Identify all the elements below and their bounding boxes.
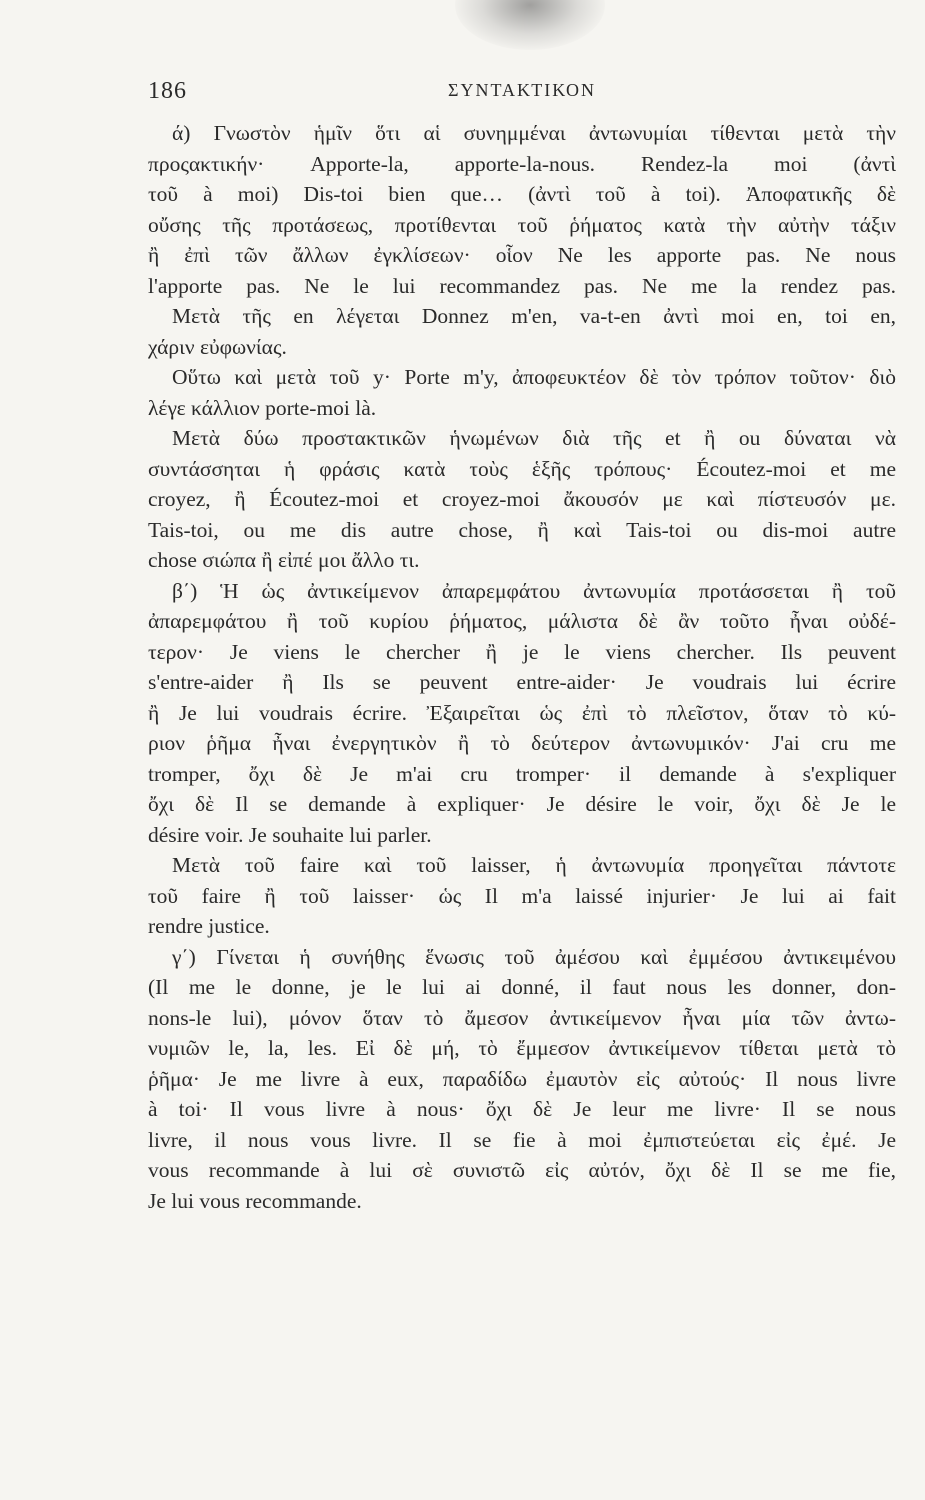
text-line: croyez, ἢ Écoutez-moi et croyez-moi ἄκουσόν με καὶ πίστευσόν με. <box>148 487 896 511</box>
text-line: λέγε κάλλιον porte-moi là. <box>148 395 377 420</box>
text-line: τοῦ faire ἢ τοῦ laisser· ὡς Il m'a laissé injurier· Je lui ai fait <box>148 883 896 908</box>
text-line: ριον ῥῆμα ἦναι ἐνεργητικὸν ἢ τὸ δεύτερον ἀντωνυμικόν· J'ai cru me <box>148 731 896 755</box>
text-line: ὄχι δὲ Il se demande à expliquer· Je désire le voir, ὄχι δὲ Je le <box>148 792 896 816</box>
text-line: τοῦ à moi) Dis-toi bien que… (ἀντὶ τοῦ à toi). Ἀποφατικῆς δὲ <box>148 182 896 206</box>
ink-smudge <box>455 0 605 50</box>
text-line: désire voir. Je souhaite lui parler. <box>148 822 432 847</box>
text-line: tromper, ὄχι δὲ Je m'ai cru tromper· il demande à s'expliquer <box>148 761 896 786</box>
text-line: chose σιώπα ἢ εἰπέ μοι ἄλλο τι. <box>148 548 420 572</box>
text-line: ἀπαρεμφάτου ἢ τοῦ κυρίου ῥήματος, μάλιστα δὲ ἂν τοῦτο ἦναι οὐδέ- <box>148 609 896 633</box>
running-title: ΣΥΝΤΑΚΤΙΚΟΝ <box>448 80 596 100</box>
body-text <box>148 118 896 1216</box>
text-line: ῥῆμα· Je me livre à eux, παραδίδω ἐμαυτὸν εἰς αὐτούς· Il nous livre <box>148 1066 896 1091</box>
text-line: livre, il nous vous livre. Il se fie à moi ἐμπιστεύεται εἰς ἐμέ. Je <box>148 1127 896 1152</box>
text-line: β΄) Ἡ ὡς ἀντικείμενον ἀπαρεμφάτου ἀντωνυμία προτάσσεται ἢ τοῦ <box>172 578 896 603</box>
page-header <box>148 78 896 112</box>
text-line: Μετὰ τῆς en λέγεται Donnez m'en, va-t-en ἀντὶ moi en, toi en, <box>172 304 896 328</box>
text-line: Tais-toi, ou me dis autre chose, ἢ καὶ Tais-toi ou dis-moi autre <box>148 517 896 542</box>
page-number: 186 <box>148 78 187 104</box>
text-line: νυμιῶν le, la, les. Εἰ δὲ μή, τὸ ἔμμεσον ἀντικείμενον τίθεται μετὰ τὸ <box>148 1036 896 1060</box>
text-line: συντάσσηται ἡ φράσις κατὰ τοὺς ἑξῆς τρόπους· Écoutez-moi et me <box>148 456 896 481</box>
text-line: s'entre-aider ἢ Ils se peuvent entre-aider· Je voudrais lui écrire <box>148 670 896 694</box>
text-line: ἢ ἐπὶ τῶν ἄλλων ἐγκλίσεων· οἷον Ne les apporte pas. Ne nous <box>148 243 896 267</box>
text-line: προςακτικήν· Apporte-la, apporte-la-nous. Rendez-la moi (ἀντὶ <box>148 151 896 176</box>
text-line: (Il me le donne, je le lui ai donné, il faut nous les donner, don- <box>148 975 896 999</box>
text-line: à toi· Il vous livre à nous· ὄχι δὲ Je leur me livre· Il se nous <box>148 1097 896 1121</box>
text-line: rendre justice. <box>148 914 270 938</box>
text-line: Μετὰ δύω προστακτικῶν ἡνωμένων διὰ τῆς et ἢ ou δύναται νὰ <box>172 426 896 450</box>
text-line: γ΄) Γίνεται ἡ συνήθης ἕνωσις τοῦ ἀμέσου καὶ ἐμμέσου ἀντικειμένου <box>172 944 896 969</box>
text-line: vous recommande à lui σὲ συνιστῶ εἰς αὐτόν, ὄχι δὲ Il se me fie, <box>148 1158 896 1182</box>
text-line: Μετὰ τοῦ faire καὶ τοῦ laisser, ἡ ἀντωνυμία προηγεῖται πάντοτε <box>172 853 896 877</box>
text-line: χάριν εὐφωνίας. <box>148 334 287 359</box>
text-line: ἢ Je lui voudrais écrire. Ἐξαιρεῖται ὡς ἐπὶ τὸ πλεῖστον, ὅταν τὸ κύ- <box>148 700 896 725</box>
text-line: ά) Γνωστὸν ἡμῖν ὅτι αἱ συνημμέναι ἀντωνυμίαι τίθενται μετὰ τὴν <box>172 121 896 145</box>
text-line: l'apporte pas. Ne le lui recommandez pas. Ne me la rendez pas. <box>148 273 896 298</box>
text-line: οὔσης τῆς προτάσεως, προτίθενται τοῦ ῥήματος κατὰ τὴν αὐτὴν τάξιν <box>148 212 896 237</box>
text-line: Οὕτω καὶ μετὰ τοῦ y· Porte m'y, ἀποφευκτέον δὲ τὸν τρόπον τοῦτον· διὸ <box>172 365 896 389</box>
text-line: Je lui vous recommande. <box>148 1188 362 1213</box>
text-line: τερον· Je viens le chercher ἢ je le viens chercher. Ils peuvent <box>148 639 896 664</box>
text-line: nons-le lui), μόνον ὅταν τὸ ἄμεσον ἀντικείμενον ἦναι μία τῶν ἀντω- <box>148 1005 896 1030</box>
